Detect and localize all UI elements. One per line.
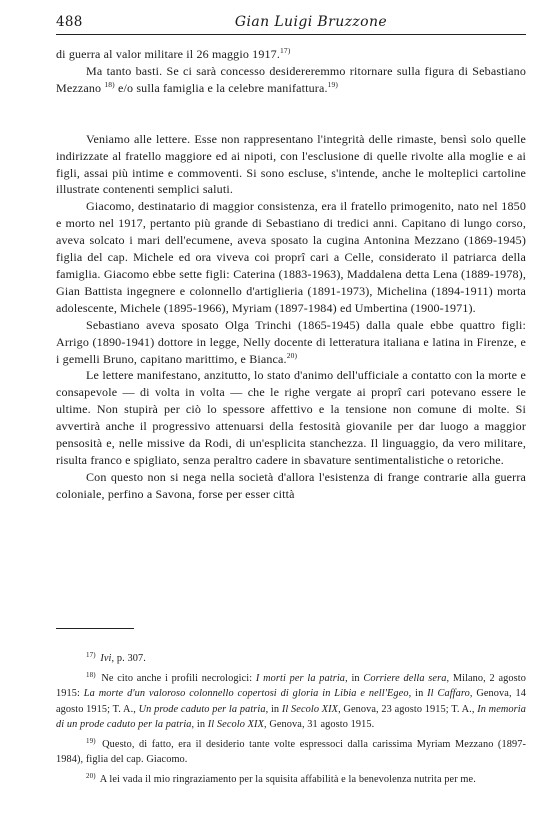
paragraph-2 — [56, 63, 526, 97]
footnote-20-text: A lei vada il mio ringraziamento per la squisita affabilità e la benevolenza nutrita per me. — [99, 774, 476, 786]
footnote-19-number: 19) — [86, 736, 96, 745]
body-text — [56, 46, 526, 503]
footnote-17 — [56, 651, 526, 666]
footnote-18-i7: In memoria di un prode caduto per la patria — [56, 703, 526, 730]
paragraph-1-text: di guerra al valor militare il 26 maggio 1917. — [56, 47, 281, 61]
footnote-18-i3: La morte d'un valoroso colonnello copertosi di gloria in Libia e nell'Egeo — [83, 688, 409, 700]
footnote-19-text: Questo, di fatto, era il desiderio tante volte espressoci dalla carissima Myriam Mezzano (1897-1984), figlia del cap. Giacomo. — [56, 739, 526, 766]
footnote-18-i6: Il Secolo XIX — [281, 703, 339, 715]
footnote-18-t9: , Genova, 31 agosto 1915. — [263, 718, 375, 730]
paragraph-5-text: Sebastiano aveva sposato Olga Trinchi (1865-1945) dalla quale ebbe quattro figli: Arrigo (1890-1941) dottore in legge, Nelly docente di letteratura italiana e latina in Firenze, e i gemelli Bruno, capitano marittimo, e Bianca. — [56, 317, 526, 366]
footnote-20 — [56, 772, 526, 787]
paragraph-1 — [56, 46, 526, 63]
footnote-17-italic: Ivi — [100, 653, 112, 664]
footnote-19 — [56, 737, 526, 767]
footnote-18-i2: Corriere della sera — [363, 673, 447, 685]
running-head: Gian Luigi Bruzzone — [234, 14, 388, 30]
paragraph-5 — [56, 317, 526, 368]
paragraph-2-text-a: Ma tanto basti. Se ci sarà concesso desidereremmo ritornare sulla figura di Sebastiano Mezzano — [56, 63, 526, 95]
footnote-18-i1: I morti per la patria — [255, 673, 346, 685]
paragraph-2-text-b: e/o sulla famiglia e la celebre manifattura. — [114, 80, 328, 95]
footnote-18-t1: Ne cito anche i profili necrologici: — [101, 673, 256, 685]
footnote-18-t4: , in — [408, 688, 428, 700]
footnote-18-t2: , in — [345, 673, 364, 685]
footnote-17-number: 17) — [86, 650, 96, 659]
note-ref-19: 19) — [327, 79, 339, 89]
section-gap — [56, 97, 526, 131]
note-ref-18: 18) — [104, 79, 115, 89]
footnote-18-t5: , Genova, 14 agosto 1915; T. A., — [56, 688, 526, 715]
footnote-18-i5: Un prode caduto per la patria — [138, 703, 266, 715]
footnote-18-number: 18) — [86, 670, 96, 679]
footnote-18-i4: Il Caffaro — [427, 688, 470, 700]
footnote-20-number: 20) — [86, 772, 96, 780]
paragraph-7: Con questo non si nega nella società d'allora l'esistenza di frange contrarie alla guerra coloniale, perfino a Savona, forse per esser città — [56, 469, 526, 501]
footnote-18-i8: Il Secolo XIX — [207, 718, 264, 730]
footnote-18 — [56, 671, 526, 732]
footnotes — [56, 651, 526, 793]
footnote-rule — [56, 628, 134, 629]
page-number: 488 — [56, 14, 83, 30]
paragraph-6: Le lettere manifestano, anzitutto, lo stato d'animo dell'ufficiale a contatto con la morte e consapevole — di volta in volta — che le righe vergate ai proprî cari potevano essere le ultime. Non stupirà per ciò lo spessore affettivo e la tensione non comune di molte. Si avvertirà anche il progressivo attenuarsi della festosità giovanile per dar luogo a maggior pensosità e, nelle missive da Rodi, di un'esplicita stanchezza. Il linguaggio, da vero militare, risulta franco e spigliato, senza peraltro cadere in sbavature sentimentalistiche o retoriche. — [56, 368, 526, 467]
footnote-18-t6: , in — [265, 703, 282, 715]
paragraph-4: Giacomo, destinatario di maggior consistenza, era il fratello primogenito, nato nel 1850 e morto nel 1917, pertanto più grande di Sebastiano di tredici anni. Capitano di lungo corso, aveva solcato i mari dell'ecumene, aveva sposato la cugina Antonina Mezzano (1869-1945) figlia del cap. Michele ed ora viveva coi proprî cari a Celle, considerato il patriarca della famiglia. Giacomo ebbe sette figli: Caterina (1883-1963), Maddalena detta Lena (1889-1978), Gian Battista ingegnere e colonnello d'artiglieria (1891-1973), Michelina (1894-1911) morta adolescente, Michele (1895-1966), Myriam (1897-1984) ed Umbertina (1900-1971). — [56, 199, 526, 315]
footnote-18-t8: , in — [191, 718, 208, 730]
note-ref-20: 20) — [286, 350, 298, 360]
paragraph-3: Veniamo alle lettere. Esse non rappresentano l'integrità delle rimaste, bensì solo quelle indirizzate al fratello maggiore ed ai nipoti, con l'esclusione di quelle rivolte alla moglie e ai figli, assai più intime e commoventi. Si sono escluse, s'intende, anche le molteplici cartoline illustrate contenenti semplici saluti. — [56, 131, 526, 197]
page-header — [56, 12, 526, 36]
footnote-18-t7: , Genova, 23 agosto 1915; T. A., — [338, 703, 478, 715]
note-ref-17: 17) — [280, 45, 291, 55]
footnote-18-t3: , Milano, 2 agosto 1915: — [56, 673, 526, 700]
header-rule — [56, 34, 526, 35]
footnote-17-text: , p. 307. — [111, 653, 146, 664]
